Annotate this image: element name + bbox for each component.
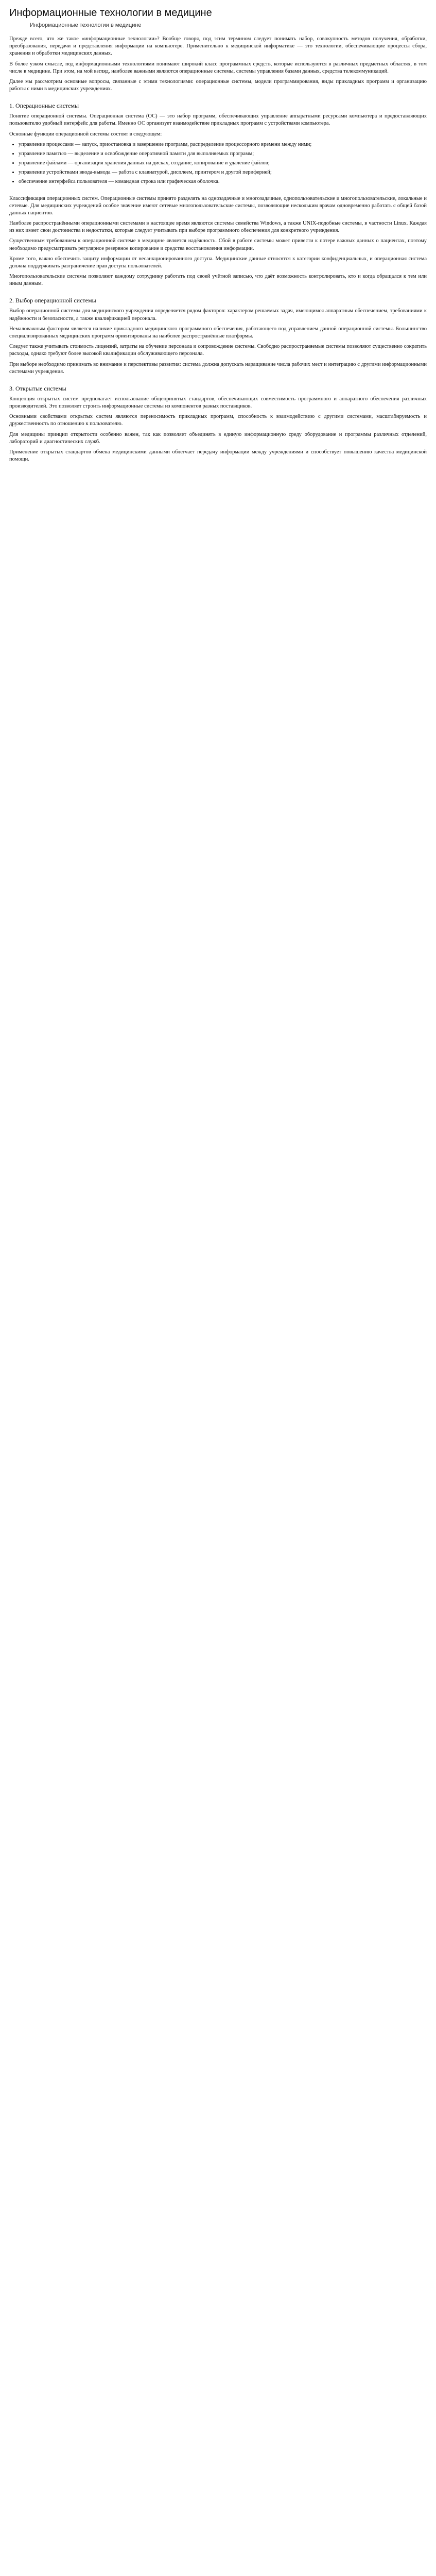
bullet-item: • управление устройствами ввода-вывода — работа с клавиатурой, дисплеем, принтером и другой периферией; <box>19 169 427 176</box>
paragraph: Выбор операционной системы для медицинского учреждения определяется рядом факторов: характером решаемых задач, имеющимся аппаратным обеспечением, требованиями к надёжности и безопасности, а также квалификацией персонала. <box>9 308 427 321</box>
section-heading: 1. Операционные системы <box>9 102 79 110</box>
paragraph: Основные функции операционной системы состоят в следующем: <box>9 131 162 137</box>
paragraph: Концепция открытых систем предполагает использование общепринятых стандартов, обеспечивающих совместимость программного и аппаратного обеспечения различных производителей. Это позволяет строить информационные системы из компонентов разных поставщиков. <box>9 396 427 410</box>
bullet-item: • управление файлами — организация хранения данных на дисках, создание, копирование и удаление файлов; <box>19 160 427 167</box>
paragraph: Далее мы рассмотрим основные вопросы, связанные с этими технологиями: операционные системы, модели программирования, виды прикладных программ и организацию работы с ними в медицинских учреждениях. <box>9 78 427 92</box>
paragraph: Следует также учитывать стоимость лицензий, затраты на обучение персонала и сопровождение системы. Свободно распространяемые системы позволяют существенно сократить расходы, однако требуют более высокой квалификации обслуживающего персонала. <box>9 344 427 357</box>
paragraph: Существенным требованием к операционной системе в медицине является надёжность. Сбой в работе системы может привести к потере важных данных о пациентах, поэтому необходимо предусматривать регулярное резервное копирование и средства восстановления информации. <box>9 238 427 251</box>
paragraph: В более узком смысле, под информационными технологиями понимают широкий класс программных средств, которые используются в различных предметных областях, в том числе в медицине. При этом, на мой взгляд, наиболее важными являются операционные системы, системы управления базами данных, средства телекоммуникаций. <box>9 61 427 74</box>
paragraph: Понятие операционной системы. Операционная система (ОС) — это набор программ, обеспечивающих управление аппаратными ресурсами компьютера и предоставляющих пользователю удобный интерфейс для работы. Именно ОС организует взаимодействие прикладных программ с устройствами компьютера. <box>9 113 427 127</box>
paragraph: Применение открытых стандартов обмена медицинскими данными облегчает передачу информации между учреждениями и способствует повышению качества медицинской помощи. <box>9 449 427 463</box>
page-title: Информационные технологии в медицине <box>9 7 212 19</box>
document-body <box>9 36 427 463</box>
section-heading: 2. Выбор операционной системы <box>9 297 96 304</box>
bullet-item: • управление процессами — запуск, приостановка и завершение программ, распределение процессорного времени между ними; <box>19 141 427 148</box>
paragraph: Основными свойствами открытых систем являются переносимость прикладных программ, способность к взаимодействию с другими системами, масштабируемость и дружественность по отношению к пользователю. <box>9 414 427 427</box>
paragraph: При выборе необходимо принимать во внимание и перспективы развития: система должна допускать наращивание числа рабочих мест и интеграцию с другими информационными системами учреждения. <box>9 361 427 375</box>
paragraph: Многопользовательские системы позволяют каждому сотруднику работать под своей учётной записью, что даёт возможность контролировать, кто и когда обращался к тем или иным данным. <box>9 274 427 287</box>
bullet-list <box>19 141 427 186</box>
document-section <box>9 195 427 288</box>
paragraph: Для медицины принцип открытости особенно важен, так как позволяет объединять в единую информационную среду оборудование и программы различных отделений, лабораторий и диагностических служб. <box>9 431 427 445</box>
paragraph: Наиболее распространёнными операционными системами в настоящее время являются системы семейства Windows, а также UNIX-подобные системы, в частности Linux. Каждая из них имеет свои достоинства и недостатки, которые следует учитывать при выборе программного обеспечения для конкретного учреждения. <box>9 221 427 234</box>
section-heading: 3. Открытые системы <box>9 384 66 392</box>
bullet-item: • управление памятью — выделение и освобождение оперативной памяти для выполняемых программ; <box>19 150 427 158</box>
paragraph: Немаловажным фактором является наличие прикладного медицинского программного обеспечения, работающего под управлением данной операционной системы. Большинство специализированных медицинских программ ориентированы на наиболее распространённые платформы. <box>9 326 427 339</box>
paragraph: Кроме того, важно обеспечить защиту информации от несанкционированного доступа. Медицинские данные относятся к категории конфиденциальных, и операционная система должна поддерживать разграничение прав доступа пользователей. <box>9 256 427 269</box>
document-section <box>9 297 427 375</box>
page-subtitle: Информационные технологии в медицине <box>30 22 142 28</box>
document-section <box>9 36 427 93</box>
document-section <box>9 102 427 185</box>
document-section <box>9 385 427 463</box>
paragraph: Классификация операционных систем. Операционные системы принято разделять на однозадачные и многозадачные, однопользовательские и многопользовательские, локальные и сетевые. Для медицинских учреждений особое значение имеют сетевые многопользовательские системы, позволяющие нескольким врачам одновременно работать с общей базой данных пациентов. <box>9 195 427 216</box>
paragraph: Прежде всего, что же такое «информационные технологии»? Вообще говоря, под этим термином следует понимать набор, совокупность методов получения, обработки, преобразования, передачи и представления информации на компьютере. Применительно к медицинской информатике — это технологии, обеспечивающие процессы сбора, хранения и обработки медицинских данных. <box>9 36 427 57</box>
bullet-item: • обеспечение интерфейса пользователя — командная строка или графическая оболочка. <box>19 178 427 185</box>
